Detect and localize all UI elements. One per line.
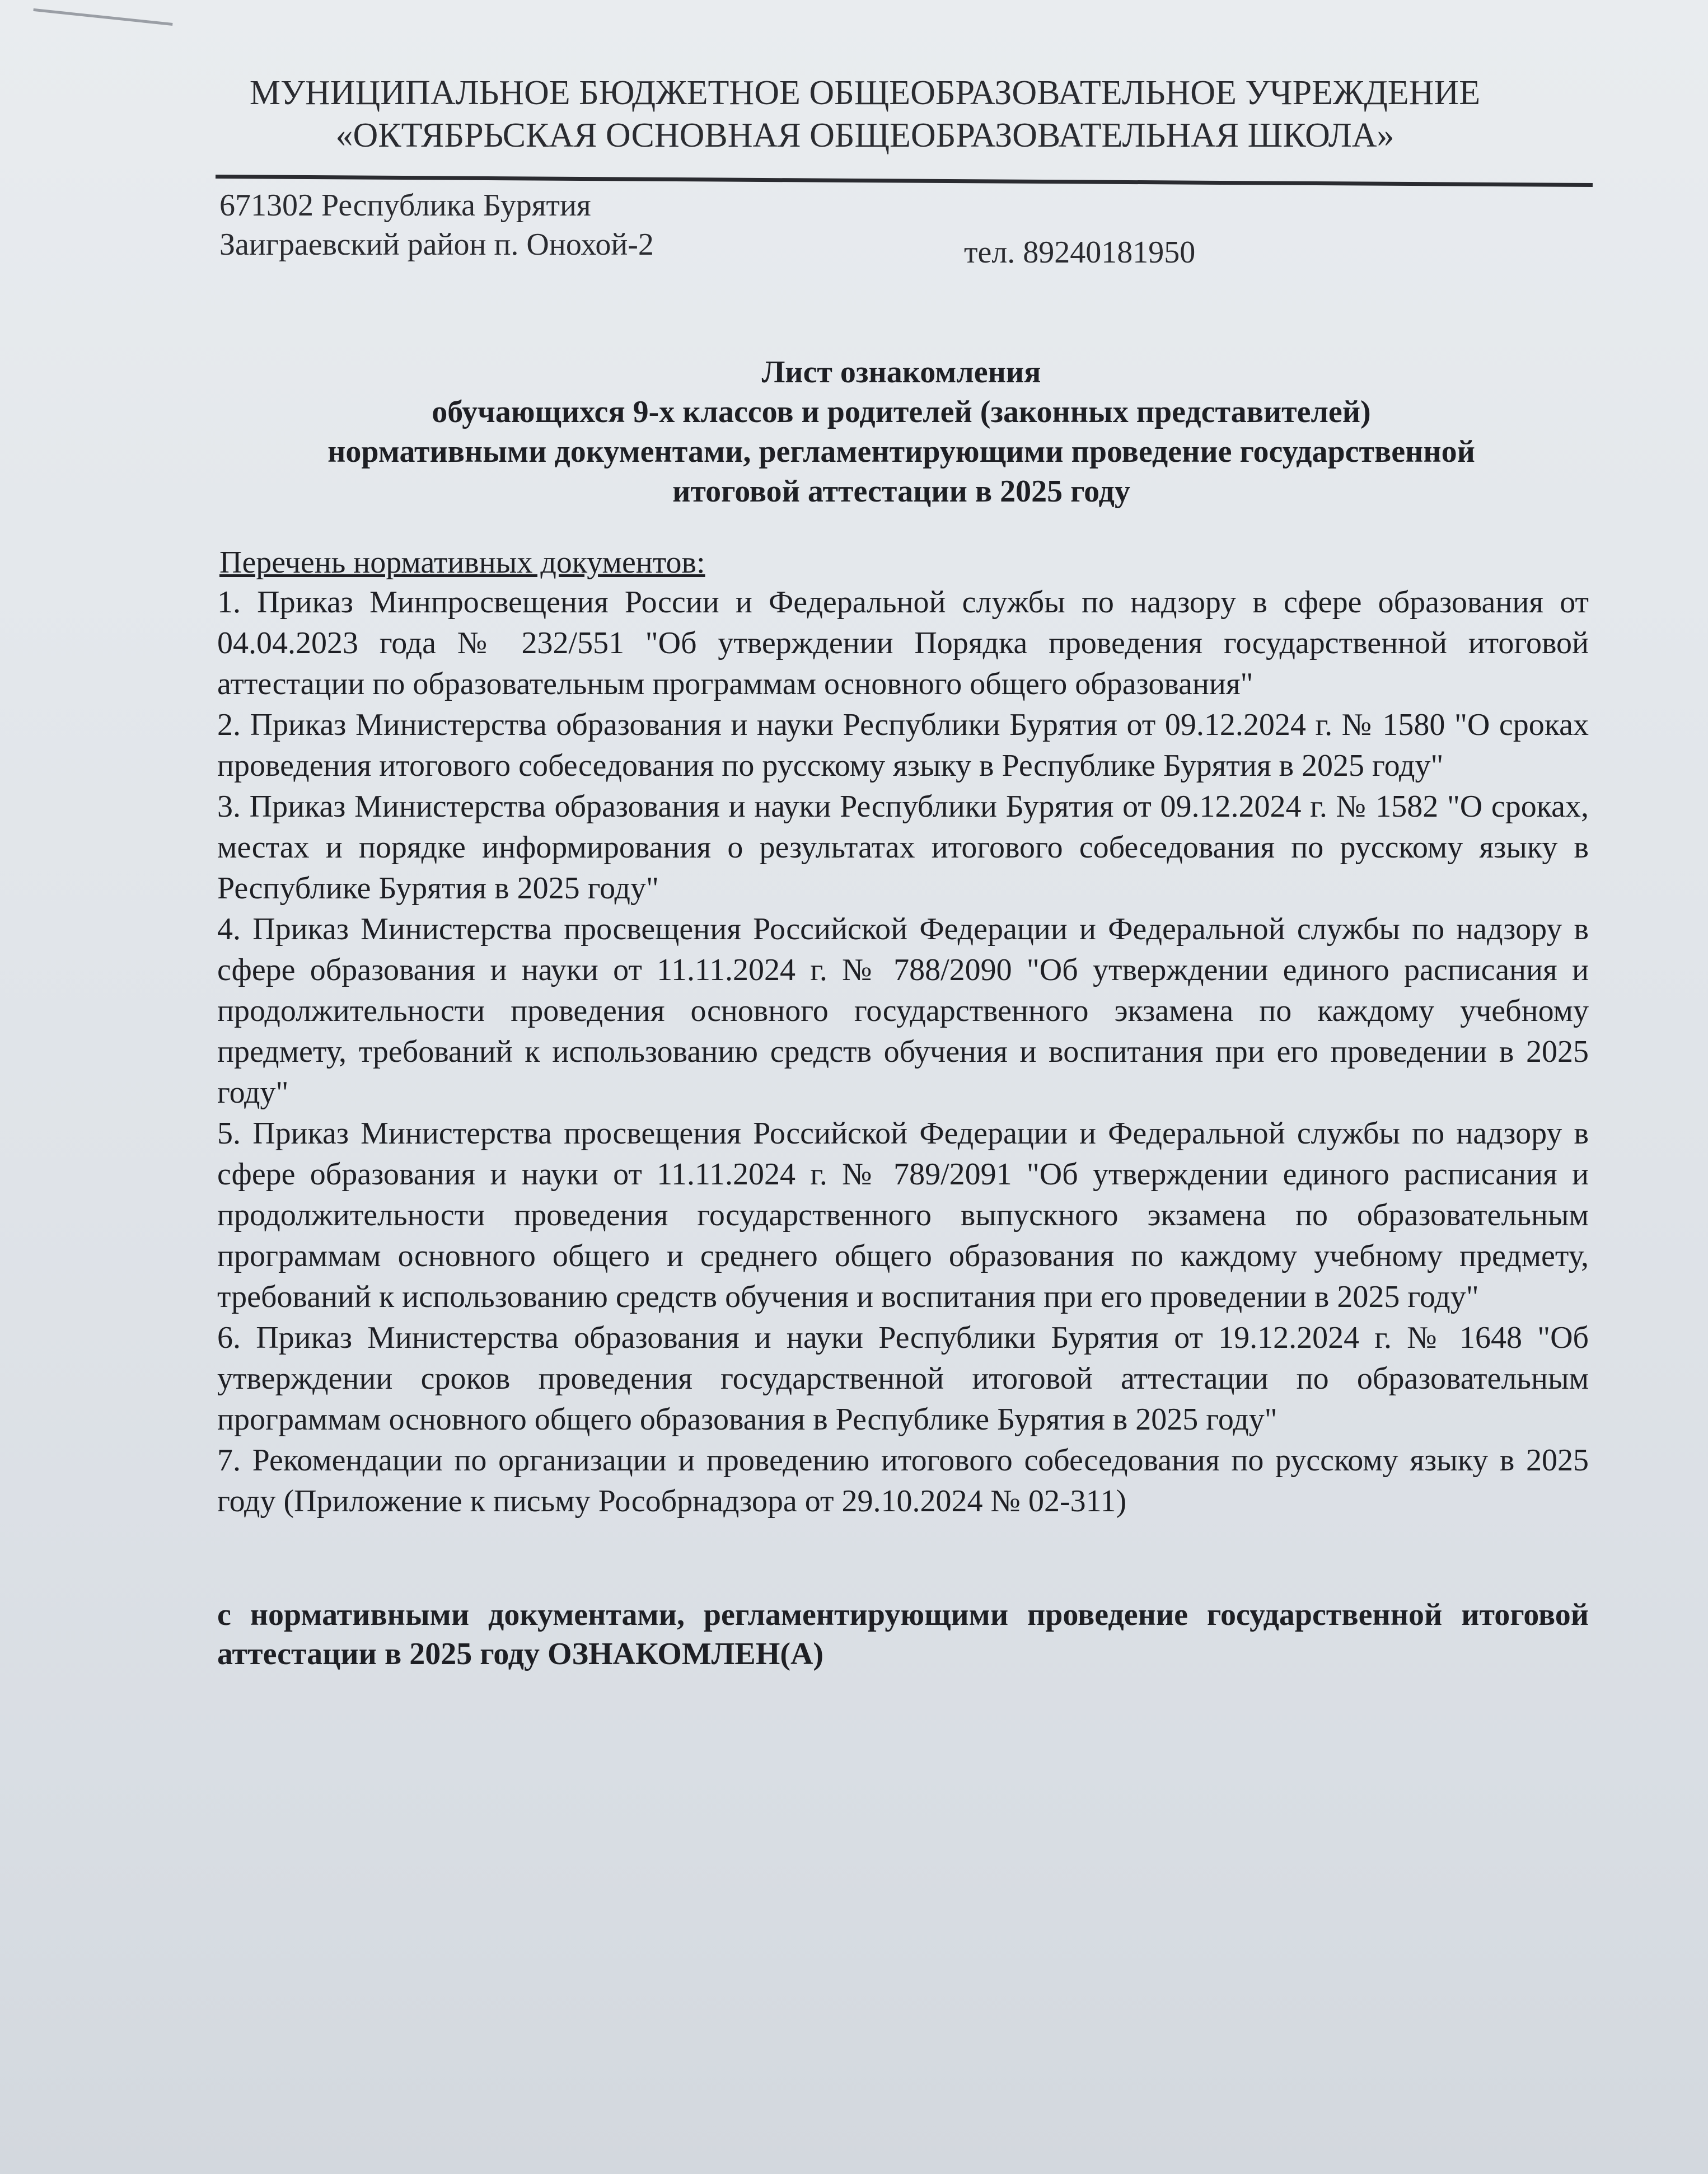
list-item: 7. Рекомендации по организации и проведению итогового собеседования по русскому языку в 2025 году (Приложение к письму Рособрнадзора от 29.10.2024 № 02-311) [217,1443,1589,1519]
list-item: 5. Приказ Министерства просвещения Российской Федерации и Федеральной службы по надзору в сфере образования и науки от 11.11.2024 г. № 789/2091 "Об утверждении единого расписания и продолжительности проведения государственного выпускного экзамена по образовательным программам основного общего и среднего общего образования по каждому учебному предмету, требований к использованию средств обучения и воспитания при его проведении в 2025 году" [217,1116,1589,1314]
organization-name [213,72,1517,157]
phone-number: тел. 89240181950 [964,235,1196,270]
title-line-2: обучающихся 9-х классов и родителей (законных представителей) [432,395,1371,429]
org-line-1: МУНИЦИПАЛЬНОЕ БЮДЖЕТНОЕ ОБЩЕОБРАЗОВАТЕЛЬНОЕ УЧРЕЖДЕНИЕ [249,74,1481,112]
address-line-2: Заиграевский район п. Онохой-2 [219,227,654,262]
document-title [218,353,1584,512]
list-item: 1. Приказ Минпросвещения России и Федеральной службы по надзору в сфере образования от 04.04.2023 года № 232/551 "Об утверждении Порядка проведения государственной итоговой аттестации по образовательным программам основного общего образования" [217,585,1589,701]
address-line-1: 671302 Республика Бурятия [219,188,591,223]
list-item: 3. Приказ Министерства образования и науки Республики Бурятия от 09.12.2024 г. № 1582 "О сроках, местах и порядке информирования о результатах итогового собеседования по русскому языку в Республике Бурятия в 2025 году" [217,789,1589,906]
header-divider [216,175,1593,187]
acknowledgement-text: с нормативными документами, регламентирующими проведение государственной итоговой аттестации в 2025 году ОЗНАКОМЛЕН(А) [217,1597,1589,1671]
title-line-3: нормативными документами, регламентирующими проведение государственной [327,434,1475,469]
documents-list [217,582,1589,1522]
title-line-1: Лист ознакомления [761,355,1041,390]
paper-edge-mark [33,0,174,26]
list-item: 4. Приказ Министерства просвещения Российской Федерации и Федеральной службы по надзору в сфере образования и науки от 11.11.2024 г. № 788/2090 "Об утверждении единого расписания и продолжительности проведения основного государственного экзамена по каждому учебному предмету, требований к использованию средств обучения и воспитания при его проведении в 2025 году" [217,912,1589,1110]
documents-heading: Перечень нормативных документов: [219,545,705,580]
list-item: 2. Приказ Министерства образования и науки Республики Бурятия от 09.12.2024 г. № 1580 "О сроках проведения итогового собеседования по русскому языку в Республике Бурятия в 2025 году" [217,708,1589,783]
address-block [219,186,654,264]
list-item: 6. Приказ Министерства образования и науки Республики Бурятия от 19.12.2024 г. № 1648 "Об утверждении сроков проведения государственной итоговой аттестации по образовательным программам основного общего образования в Республике Бурятия в 2025 году" [217,1320,1589,1437]
title-line-4: итоговой аттестации в 2025 году [672,474,1130,509]
org-line-2: «ОКТЯБРЬСКАЯ ОСНОВНАЯ ОБЩЕОБРАЗОВАТЕЛЬНАЯ ШКОЛА» [335,116,1395,154]
